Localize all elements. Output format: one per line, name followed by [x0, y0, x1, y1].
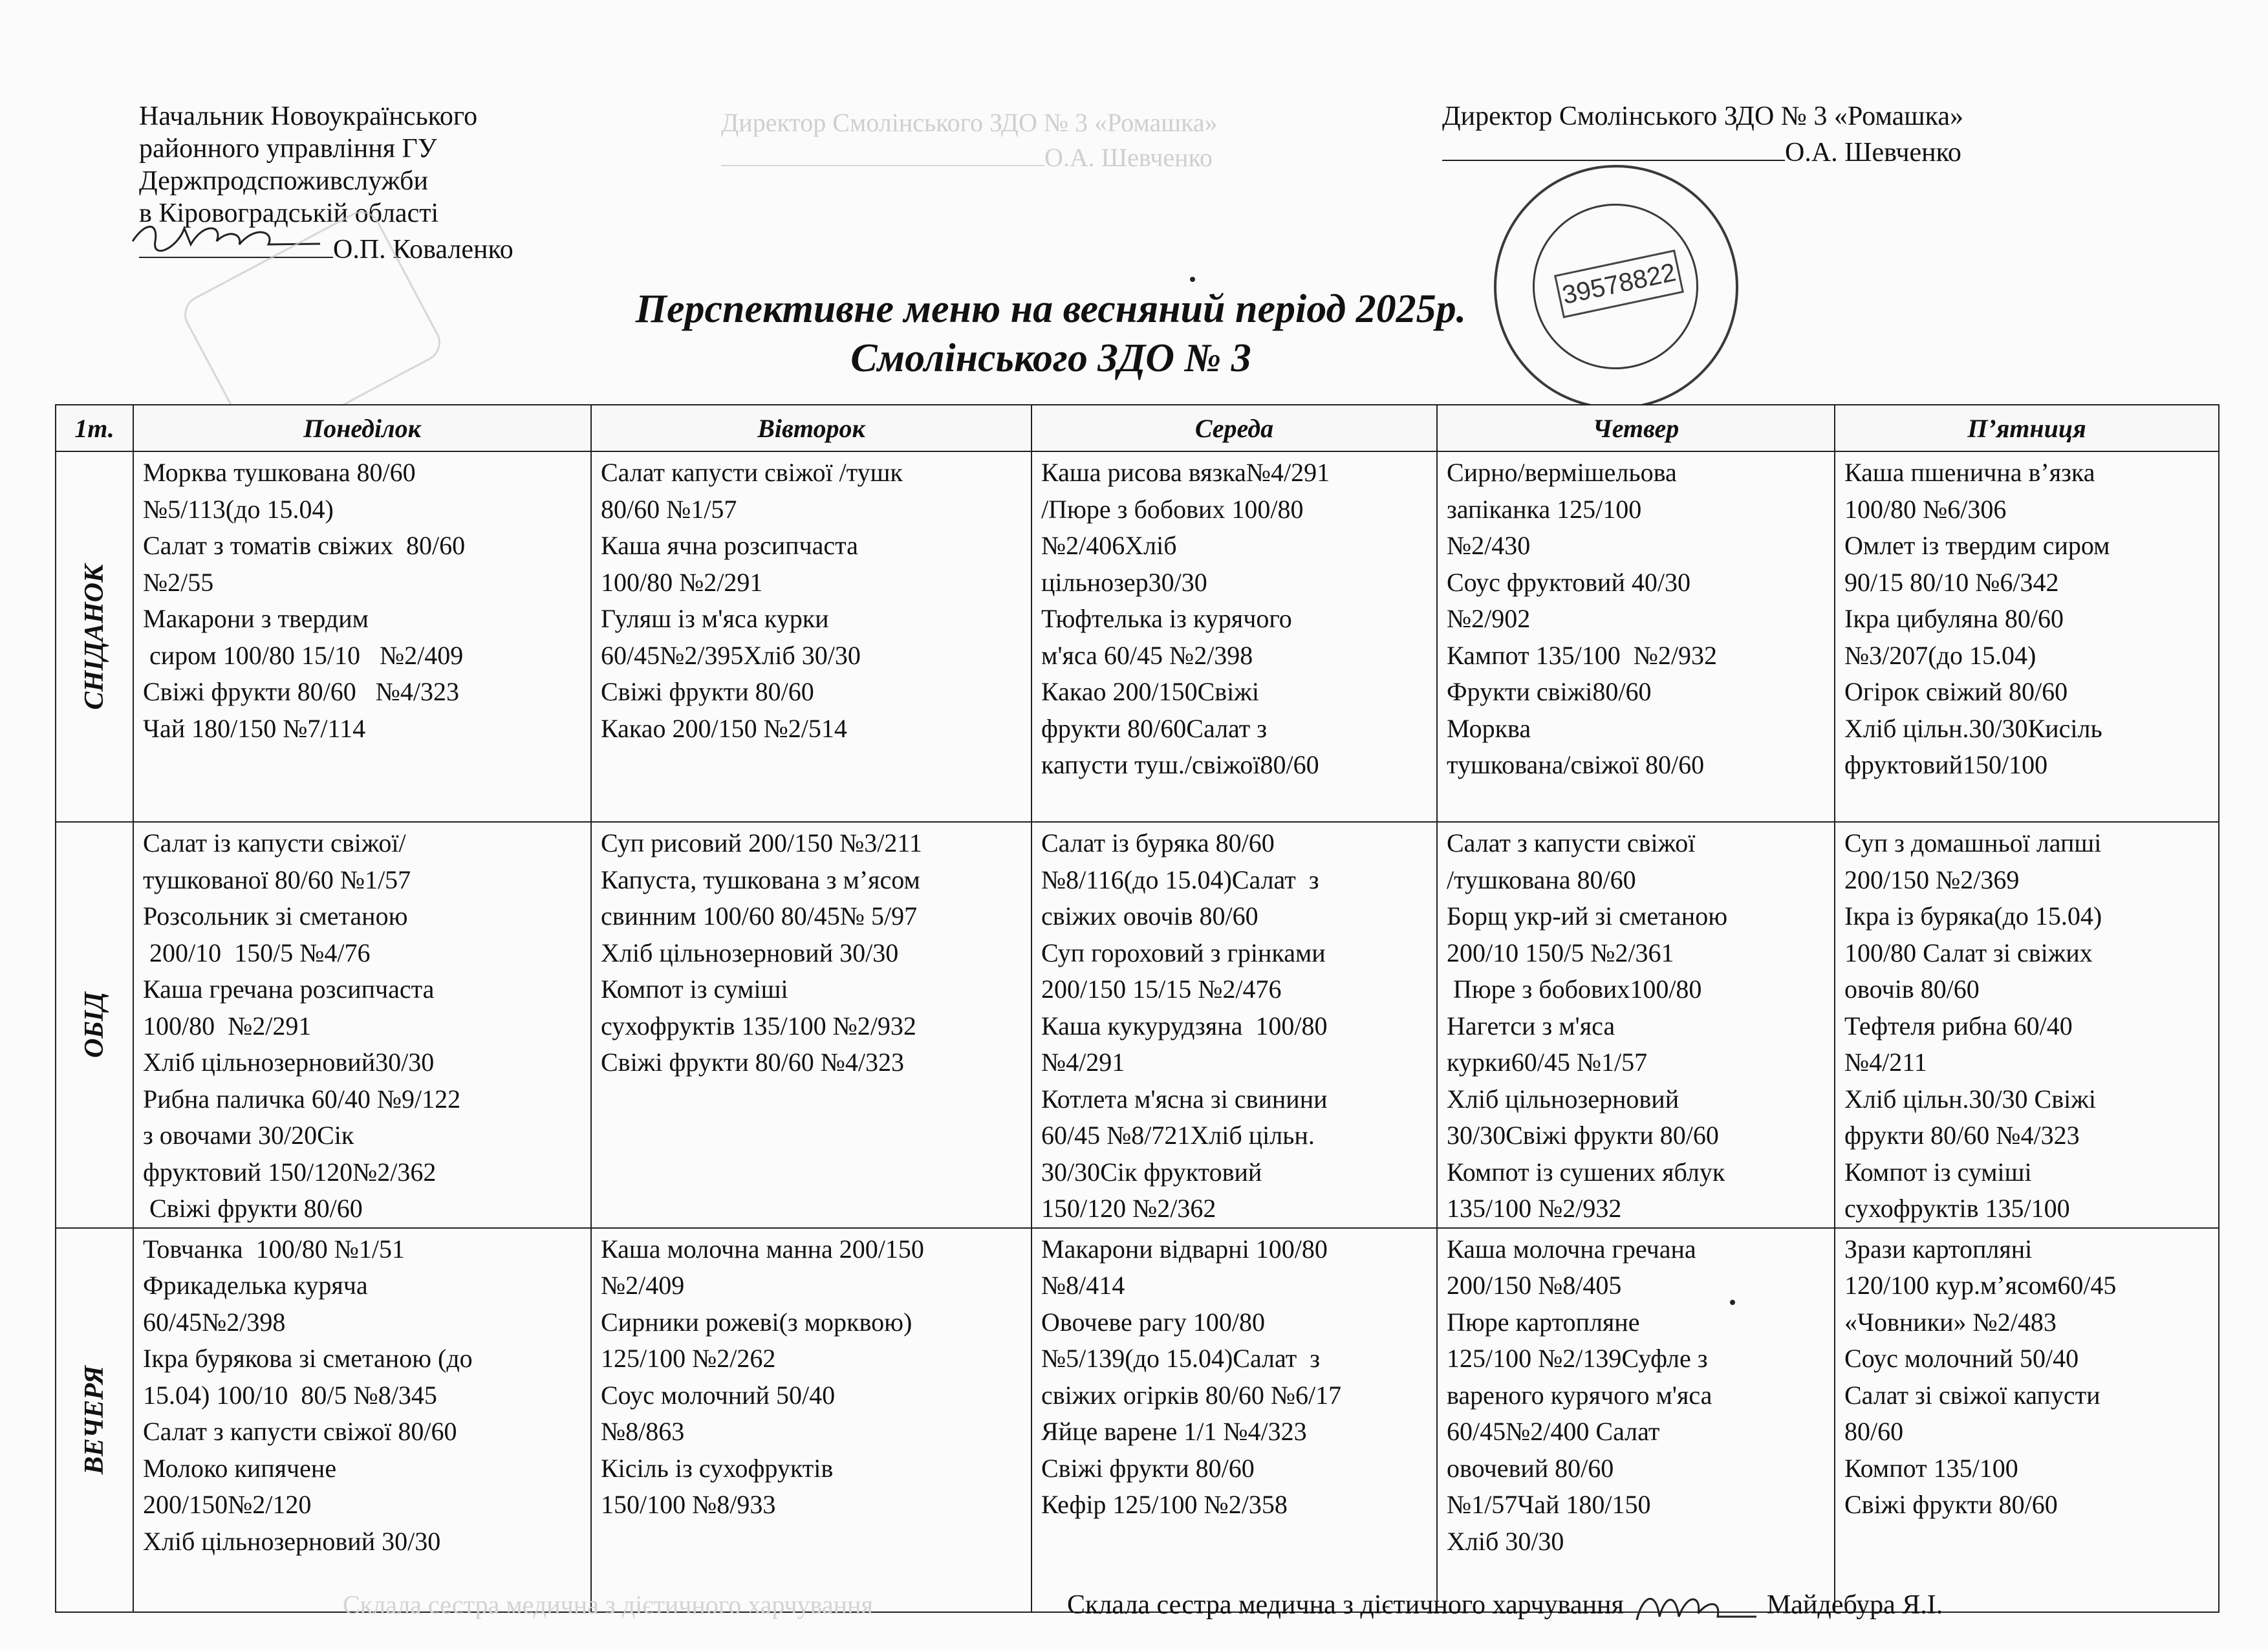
- footer: [1067, 1586, 2231, 1626]
- menu-item-line: «Човники» №2/483: [1844, 1307, 2057, 1337]
- footer-prefix: Склала сестра медична з дієтичного харчування: [1067, 1590, 1624, 1620]
- menu-item-line: Борщ укр-ий зі сметаною: [1447, 901, 1728, 931]
- menu-item-line: Хліб цільнозерновий30/30: [143, 1048, 435, 1077]
- menu-item-line: Свіжі фрукти 80/60: [1844, 1490, 2058, 1519]
- menu-item-line: Чай 180/150 №7/114: [143, 713, 366, 743]
- ghost-approval-title: Директор Смолінського ЗДО № 3 «Ромашка»: [721, 108, 1218, 137]
- menu-item-line: Свіжі фрукти 80/60 №4/323: [601, 1048, 905, 1077]
- menu-item-line: свіжих овочів 80/60: [1041, 901, 1258, 931]
- menu-item-line: Огірок свіжий 80/60: [1844, 677, 2068, 706]
- menu-item-line: Соус молочний 50/40: [601, 1380, 836, 1410]
- menu-item-line: Салат з капусти свіжої 80/60: [143, 1417, 457, 1446]
- meal-cell: [56, 451, 133, 822]
- menu-item-line: Яйце варене 1/1 №4/323: [1041, 1417, 1307, 1446]
- menu-item-line: 100/80 №2/291: [601, 567, 763, 597]
- menu-item-line: 200/10 150/5 №4/76: [143, 938, 371, 967]
- menu-item-line: з овочами 30/20Сік: [143, 1121, 354, 1150]
- menu-item-line: Тефтеля рибна 60/40: [1844, 1011, 2073, 1040]
- menu-item-line: 30/30Свіжі фрукти 80/60: [1447, 1121, 1719, 1150]
- menu-item-line: Ікра цибуляна 80/60: [1844, 604, 2064, 633]
- table-header-row: [56, 405, 2219, 451]
- menu-item-line: овочевий 80/60: [1447, 1453, 1614, 1483]
- menu-item-line: №2/430: [1447, 531, 1531, 560]
- menu-item-line: 60/45 №8/721Хліб цільн.: [1041, 1121, 1315, 1150]
- menu-item-line: Хліб цільнозерновий 30/30: [143, 1526, 441, 1556]
- menu-item-line: Овочеве рагу 100/80: [1041, 1307, 1266, 1337]
- menu-item-line: Тюфтелька із курячого: [1041, 604, 1292, 633]
- menu-item-line: м'яса 60/45 №2/398: [1041, 640, 1253, 670]
- menu-cell: [1835, 822, 2219, 1228]
- menu-item-line: Салат капусти свіжої /тушк: [601, 458, 903, 487]
- menu-item-line: Суп рисовий 200/150 №3/211: [601, 828, 922, 857]
- menu-item-line: Ікра із буряка(до 15.04): [1844, 901, 2102, 931]
- menu-item-line: 200/150 №8/405: [1447, 1271, 1622, 1300]
- menu-item-line: Суп гороховий з грінками: [1041, 938, 1326, 967]
- menu-item-line: запіканка 125/100: [1447, 494, 1642, 524]
- menu-item-line: №4/211: [1844, 1048, 1927, 1077]
- table-header-cell: Понеділок: [133, 405, 591, 451]
- menu-item-line: Морква тушкована 80/60: [143, 458, 416, 487]
- menu-item-line: №3/207(до 15.04): [1844, 640, 2036, 670]
- menu-item-line: №8/863: [601, 1417, 685, 1446]
- menu-item-line: Салат із буряка 80/60: [1041, 828, 1275, 857]
- menu-item-line: Фрикаделька куряча: [143, 1271, 368, 1300]
- menu-item-line: Каша ячна розсипчаста: [601, 531, 858, 560]
- menu-item-line: Котлета м'ясна зі свинини: [1041, 1084, 1328, 1114]
- menu-item-line: Соус молочний 50/40: [1844, 1344, 2079, 1373]
- menu-cell: [591, 451, 1031, 822]
- menu-cell: [1437, 451, 1835, 822]
- menu-item-line: овочів 80/60: [1844, 975, 1980, 1004]
- menu-table: [55, 404, 2219, 1613]
- menu-item-line: Хліб цільнозерновий: [1447, 1084, 1679, 1114]
- menu-cell: [1835, 1228, 2219, 1612]
- menu-item-line: 90/15 80/10 №6/342: [1844, 567, 2059, 597]
- menu-item-line: свинним 100/60 80/45№ 5/97: [601, 901, 918, 931]
- menu-item-line: 60/45№2/398: [143, 1307, 286, 1337]
- approval-right-title: Директор Смолінського ЗДО № 3 «Ромашка»: [1442, 102, 1964, 131]
- handwritten-signature-footer: [1630, 1588, 1760, 1626]
- menu-item-line: Салат з капусти свіжої: [1447, 828, 1696, 857]
- menu-item-line: 80/60: [1844, 1417, 1904, 1446]
- menu-cell: [133, 1228, 591, 1612]
- menu-item-line: Пюре з бобових100/80: [1447, 975, 1702, 1004]
- menu-item-line: Гуляш із м'яса курки: [601, 604, 829, 633]
- ghost-approval-signer: О.А. Шевченко: [1044, 143, 1213, 172]
- approval-left-signer: О.П. Коваленко: [333, 235, 513, 264]
- menu-item-line: 60/45№2/395Хліб 30/30: [601, 640, 861, 670]
- menu-item-line: Каша кукурудзяна 100/80: [1041, 1011, 1328, 1040]
- meal-cell: [56, 1228, 133, 1612]
- menu-item-line: свіжих огірків 80/60 №6/17: [1041, 1380, 1342, 1410]
- approval-left-line: районного управління ГУ: [139, 134, 437, 164]
- menu-item-line: Каша молочна гречана: [1447, 1234, 1696, 1264]
- menu-item-line: /Пюре з бобових 100/80: [1041, 494, 1304, 524]
- menu-item-line: Товчанка 100/80 №1/51: [143, 1234, 405, 1264]
- menu-item-line: /тушкована 80/60: [1447, 865, 1636, 894]
- menu-item-line: фруктовий150/100: [1844, 750, 2048, 779]
- menu-item-line: Морква: [1447, 713, 1531, 743]
- ghost-approval: [721, 107, 1368, 174]
- menu-item-line: Макарони з твердим: [143, 604, 369, 633]
- menu-item-line: Молоко кипячене: [143, 1453, 337, 1483]
- menu-item-line: Свіжі фрукти 80/60: [601, 677, 814, 706]
- menu-cell: [1835, 451, 2219, 822]
- menu-item-line: 60/45№2/400 Салат: [1447, 1417, 1660, 1446]
- menu-item-line: Капуста, тушкована з м’ясом: [601, 865, 920, 894]
- table-row: [56, 1228, 2219, 1612]
- meal-label: ОБІД: [80, 991, 109, 1058]
- table-header-cell: Середа: [1031, 405, 1437, 451]
- footer-ghost-text: Склала сестра медична з дієтичного харчування: [343, 1590, 873, 1619]
- table-row: [56, 822, 2219, 1228]
- menu-cell: [591, 1228, 1031, 1612]
- menu-item-line: №8/414: [1041, 1271, 1125, 1300]
- menu-item-line: Каша гречана розсипчаста: [143, 975, 435, 1004]
- menu-item-line: Пюре картопляне: [1447, 1307, 1640, 1337]
- menu-item-line: Сирно/вермішельова: [1447, 458, 1677, 487]
- menu-item-line: Зрази картопляні: [1844, 1234, 2033, 1264]
- menu-item-line: сухофруктів 135/100 №2/932: [601, 1011, 916, 1040]
- menu-item-line: сиром 100/80 15/10 №2/409: [143, 640, 464, 670]
- stamp-code: 39578822: [1554, 250, 1684, 318]
- table-header-cell: Четвер: [1437, 405, 1835, 451]
- menu-item-line: Соус фруктовий 40/30: [1447, 567, 1690, 597]
- menu-item-line: №4/291: [1041, 1048, 1125, 1077]
- menu-item-line: Сирники рожеві(з морквою): [601, 1307, 913, 1337]
- menu-item-line: №2/409: [601, 1271, 685, 1300]
- menu-item-line: №2/406Хліб: [1041, 531, 1177, 560]
- menu-item-line: Кефір 125/100 №2/358: [1041, 1490, 1288, 1519]
- menu-item-line: 30/30Сік фруктовий: [1041, 1157, 1262, 1187]
- meal-label: СНІДАНОК: [80, 563, 109, 710]
- menu-item-line: Компот 135/100: [1844, 1453, 2018, 1483]
- approval-right-signature-row: [1442, 133, 2141, 169]
- menu-item-line: 120/100 кур.м’ясом60/45: [1844, 1271, 2117, 1300]
- approval-right: [1442, 100, 2141, 169]
- menu-cell: [133, 822, 591, 1228]
- meal-cell: [56, 822, 133, 1228]
- menu-item-line: фрукти 80/60 №4/323: [1844, 1121, 2080, 1150]
- decorative-dot: [1190, 277, 1195, 282]
- menu-item-line: вареного курячого м'яса: [1447, 1380, 1712, 1410]
- menu-item-line: Какао 200/150 №2/514: [601, 713, 847, 743]
- approval-left-line: Начальник Новоукраїнського: [139, 102, 478, 131]
- table-header-cell: 1т.: [56, 405, 133, 451]
- menu-item-line: 125/100 №2/262: [601, 1344, 776, 1373]
- menu-item-line: Каша рисова вязка№4/291: [1041, 458, 1330, 487]
- menu-item-line: 100/80 №2/291: [143, 1011, 312, 1040]
- menu-item-line: фруктовий 150/120№2/362: [143, 1157, 437, 1187]
- menu-item-line: 100/80 Салат зі свіжих: [1844, 938, 2093, 967]
- table-row: [56, 451, 2219, 822]
- approval-left-line: Держпродспоживслужби: [139, 166, 428, 196]
- menu-item-line: 15.04) 100/10 80/5 №8/345: [143, 1380, 437, 1410]
- menu-item-line: капусти туш./свіжої80/60: [1041, 750, 1319, 779]
- menu-item-line: Ікра бурякова зі сметаною (до: [143, 1344, 473, 1373]
- page-title: [453, 285, 1649, 383]
- menu-item-line: Розсольник зі сметаною: [143, 901, 408, 931]
- menu-item-line: Хліб цільн.30/30 Свіжі: [1844, 1084, 2096, 1114]
- menu-item-line: Каша пшенична в’язка: [1844, 458, 2095, 487]
- menu-item-line: Омлет із твердим сиром: [1844, 531, 2110, 560]
- menu-item-line: 100/80 №6/306: [1844, 494, 2007, 524]
- menu-item-line: 200/150№2/120: [143, 1490, 312, 1519]
- menu-cell: [1437, 822, 1835, 1228]
- menu-item-line: Компот із суміші: [601, 975, 788, 1004]
- menu-item-line: Свіжі фрукти 80/60: [1041, 1453, 1255, 1483]
- menu-item-line: цільнозер30/30: [1041, 567, 1207, 597]
- menu-item-line: Макарони відварні 100/80: [1041, 1234, 1328, 1264]
- menu-item-line: Кампот 135/100 №2/932: [1447, 640, 1717, 670]
- page-title-line-1: Перспективне меню на весняний період 2025р.: [635, 287, 1467, 331]
- menu-item-line: 200/150 №2/369: [1844, 865, 2020, 894]
- menu-item-line: Хліб цільн.30/30Кисіль: [1844, 713, 2102, 743]
- menu-cell: [1437, 1228, 1835, 1612]
- signature-line-right: [1442, 133, 1785, 161]
- menu-item-line: №2/55: [143, 567, 214, 597]
- menu-item-line: Хліб цільнозерновий 30/30: [601, 938, 899, 967]
- menu-item-line: №8/116(до 15.04)Салат з: [1041, 865, 1319, 894]
- page-title-line-2: Смолінського ЗДО № 3: [850, 336, 1251, 380]
- menu-item-line: 125/100 №2/139Суфле з: [1447, 1344, 1708, 1373]
- menu-item-line: фрукти 80/60Салат з: [1041, 713, 1268, 743]
- menu-item-line: 150/120 №2/362: [1041, 1194, 1216, 1223]
- menu-item-line: №5/113(до 15.04): [143, 494, 334, 524]
- menu-item-line: Салат зі свіжої капусти: [1844, 1380, 2101, 1410]
- meal-label: ВЕЧЕРЯ: [80, 1365, 109, 1474]
- menu-item-line: 150/100 №8/933: [601, 1490, 776, 1519]
- menu-item-line: 200/10 150/5 №2/361: [1447, 938, 1674, 967]
- menu-cell: [1031, 1228, 1437, 1612]
- menu-item-line: №2/902: [1447, 604, 1531, 633]
- menu-item-line: тушкованої 80/60 №1/57: [143, 865, 411, 894]
- menu-item-line: Салат з томатів свіжих 80/60: [143, 531, 466, 560]
- menu-cell: [591, 822, 1031, 1228]
- ghost-approval-signature-line: [721, 139, 1368, 174]
- menu-item-line: Компот із суміші: [1844, 1157, 2032, 1187]
- menu-item-line: 200/150 15/15 №2/476: [1041, 975, 1282, 1004]
- menu-item-line: Свіжі фрукти 80/60 №4/323: [143, 677, 460, 706]
- approval-right-signer: О.А. Шевченко: [1785, 138, 1961, 167]
- menu-item-line: Салат із капусти свіжої/: [143, 828, 406, 857]
- menu-item-line: Фрукти свіжі80/60: [1447, 677, 1652, 706]
- table-header-cell: П’ятниця: [1835, 405, 2219, 451]
- table-header-cell: Вівторок: [591, 405, 1031, 451]
- menu-item-line: Какао 200/150Свіжі: [1041, 677, 1260, 706]
- menu-cell: [1031, 822, 1437, 1228]
- menu-item-line: курки60/45 №1/57: [1447, 1048, 1648, 1077]
- menu-item-line: Суп з домашньої лапші: [1844, 828, 2102, 857]
- footer-signer: Майдебура Я.І.: [1766, 1590, 1943, 1620]
- menu-item-line: Каша молочна манна 200/150: [601, 1234, 924, 1264]
- menu-item-line: Свіжі фрукти 80/60: [143, 1194, 363, 1223]
- menu-cell: [1031, 451, 1437, 822]
- menu-item-line: сухофруктів 135/100: [1844, 1194, 2070, 1223]
- menu-item-line: Хліб 30/30: [1447, 1526, 1564, 1556]
- menu-item-line: Компот із сушених яблук: [1447, 1157, 1725, 1187]
- menu-item-line: 80/60 №1/57: [601, 494, 737, 524]
- approval-left-line: в Кіровоградській області: [139, 199, 439, 228]
- menu-item-line: Нагетси з м'яса: [1447, 1011, 1615, 1040]
- menu-cell: [133, 451, 591, 822]
- menu-item-line: Кісіль із сухофруктів: [601, 1453, 834, 1483]
- menu-item-line: тушкована/свіжої 80/60: [1447, 750, 1705, 779]
- menu-item-line: Рибна паличка 60/40 №9/122: [143, 1084, 461, 1114]
- menu-item-line: 135/100 №2/932: [1447, 1194, 1622, 1223]
- menu-item-line: №1/57Чай 180/150: [1447, 1490, 1651, 1519]
- menu-item-line: №5/139(до 15.04)Салат з: [1041, 1344, 1321, 1373]
